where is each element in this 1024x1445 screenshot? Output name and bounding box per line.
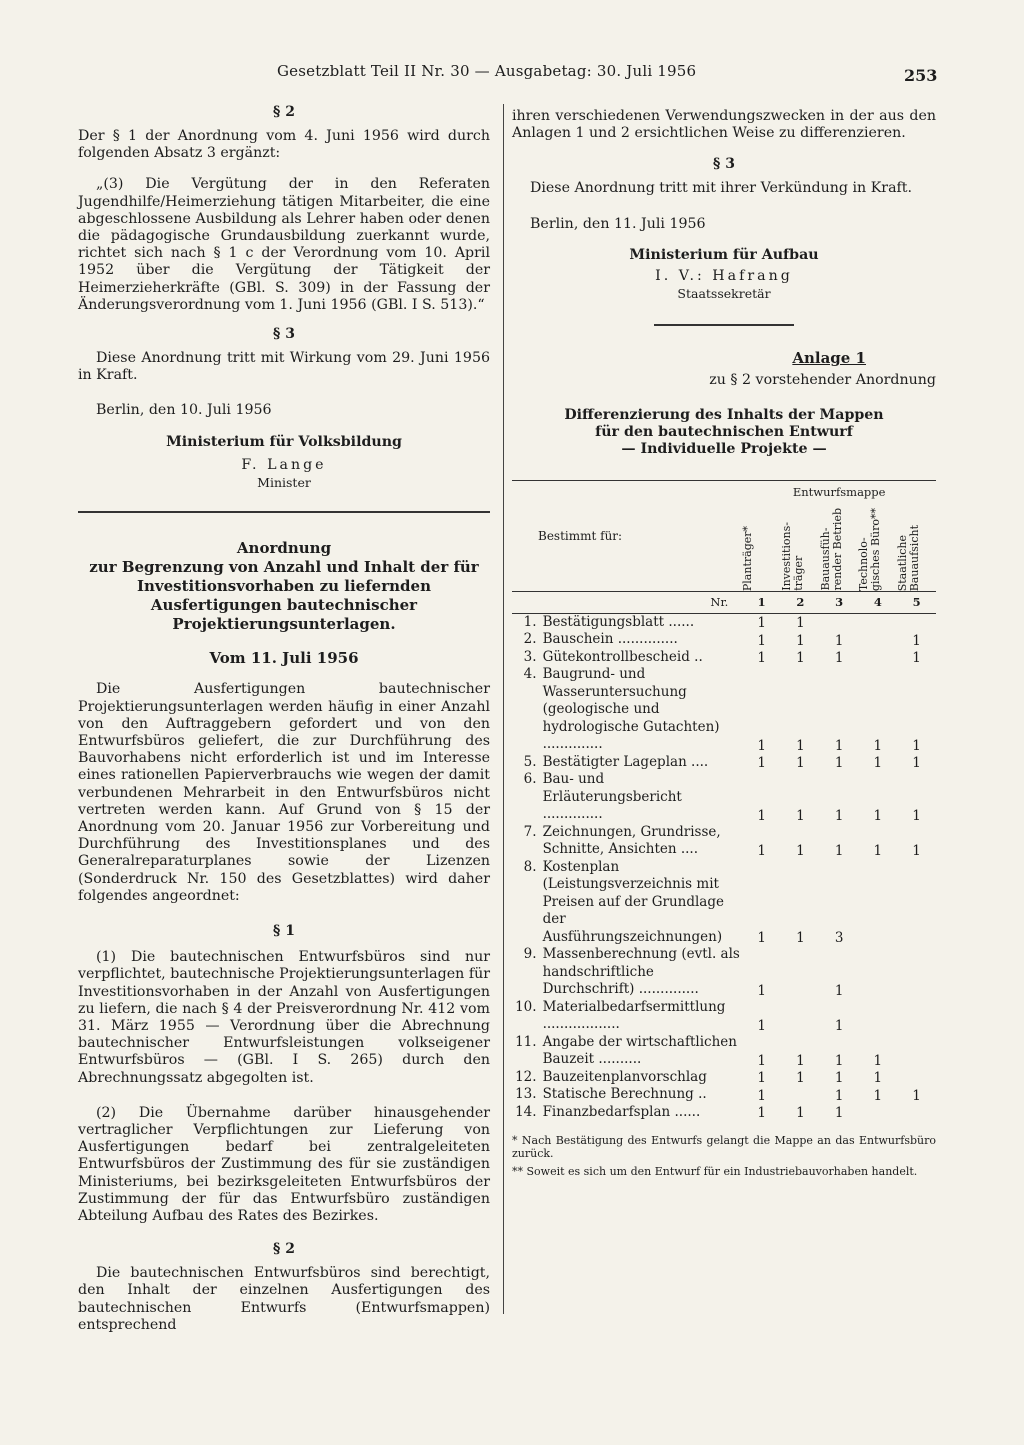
row-cell-value: 1 <box>912 807 921 824</box>
table-row <box>512 649 936 667</box>
col-header-cell <box>781 501 820 591</box>
row-number: 2. <box>523 631 537 648</box>
row-cell-value: 1 <box>912 737 921 754</box>
ordinance-date: Vom 11. Juli 1956 <box>209 649 359 668</box>
signer-title: Minister <box>257 475 311 491</box>
row-number: 10. <box>515 998 537 1015</box>
ord-section-2-heading: § 2 <box>273 1241 295 1258</box>
gazette-title: Gesetzblatt Teil II Nr. 30 — Ausgabetag: 30. Juli 1956 <box>277 62 697 80</box>
row-header: Bestimmt für: <box>512 481 742 592</box>
ministry-name: Ministerium für Volksbildung <box>166 433 402 450</box>
row-number: 8. <box>523 858 537 875</box>
row-cell-value: 1 <box>796 737 805 754</box>
annex-reference: zu § 2 vorstehender Anordnung <box>709 371 936 388</box>
right-column <box>512 108 936 1179</box>
row-number: 5. <box>523 753 537 770</box>
row-label: Bestätigungsblatt ...... <box>542 613 695 630</box>
row-cell-value <box>858 946 897 999</box>
row-cell-value: 1 <box>796 1070 805 1087</box>
row-cell-value: 1 <box>912 650 921 667</box>
right-ministry: Ministerium für Aufbau <box>629 246 819 263</box>
ordinance-title: Anordnung <box>236 539 332 558</box>
row-cell-value: 1 <box>834 1052 844 1069</box>
row-cell-value: 1 <box>873 737 883 754</box>
col-header-2: Investitions- träger <box>780 522 806 591</box>
row-label: Zeichnungen, Grundrisse, Schnitte, Ansichten .... <box>542 823 721 858</box>
row-cell-value <box>897 999 936 1034</box>
row-cell-value: 1 <box>796 632 805 649</box>
row-cell-value: 1 <box>873 1087 883 1104</box>
row-cell-value <box>897 1104 936 1122</box>
ordinance-preamble: Die Ausfertigungen bautechnischer Projektierungsunterlagen werden häufig in einer Anzahl von den Auftraggebern gefordert und von den Entwurfsbüros geliefert, die zur Durchführung des Bauvorhabens nicht erforderlich ist und im Interesse eines rationellen Papierverbrauchs wie wegen der damit verbundenen Mehrarbeit in den Entwurfsbüros nicht vertreten werden kann. Auf Grund von § 15 der Anordnung vom 20. Januar 1956 zur Vorbereitung und Durchführung des Investitionsplanes und des Generalreparaturplanes sowie der Lizenzen (Sonderdruck Nr. 150 des Gesetzblattes) wird daher folgendes angeordnet: <box>78 681 490 904</box>
section-2-heading: § 2 <box>273 104 295 120</box>
col-header-cell <box>742 501 781 591</box>
right-signer: I. V.: Hafrang <box>655 268 793 285</box>
annex-heading-3: — Individuelle Projekte — <box>621 441 827 458</box>
row-cell-value: 1 <box>834 842 844 859</box>
col-header-cell <box>858 501 897 591</box>
table-body <box>512 613 936 1121</box>
footnote-2: ** Soweit es sich um den Entwurf für ein Industriebauvorhaben handelt. <box>512 1165 918 1179</box>
row-cell-value: 1 <box>796 650 805 667</box>
table-row <box>512 824 936 859</box>
row-cell-value: 1 <box>796 1052 805 1069</box>
row-label: Statische Berechnung .. <box>542 1086 707 1103</box>
row-number: 7. <box>523 823 537 840</box>
ord-section-3-text: Diese Anordnung tritt mit ihrer Verkündung in Kraft. <box>530 180 912 197</box>
row-cell-value: 3 <box>834 930 844 947</box>
col-number-3: 3 <box>820 591 859 613</box>
annex-heading-2: für den bautechnischen Entwurf <box>595 424 853 441</box>
row-cell-value <box>897 859 936 947</box>
col-number-2: 2 <box>781 591 820 613</box>
table-row <box>512 613 936 631</box>
row-label: Massenberechnung (evtl. als handschriftliche Durchschrift) .............. <box>542 946 740 998</box>
ordinance-title-block <box>78 539 490 634</box>
continued-text: ihren verschiedenen Verwendungszwecken in der aus den Anlagen 1 und 2 ersichtlichen Weise zu differenzieren. <box>512 108 936 142</box>
row-cell-value: 1 <box>834 1105 844 1122</box>
col-number-1: 1 <box>742 591 781 613</box>
right-place-date: Berlin, den 11. Juli 1956 <box>530 215 706 232</box>
row-cell-value: 1 <box>796 842 805 859</box>
row-cell-value <box>781 946 820 999</box>
row-cell-value: 1 <box>834 632 844 649</box>
distribution-table <box>512 480 936 1121</box>
ord-section-1-para-1: (1) Die bautechnischen Entwurfsbüros sind nur verpflichtet, bautechnische Projektierungsunterlagen für Investitionsvorhaben in der Anzahl von Ausfertigungen zu liefern, die nach § 4 der Preisverordnung Nr. 412 vom 31. März 1955 — Verordnung über die Abrechnung bautechnischer Entwurfsleistungen volkseigener Entwurfsbüros — (GBl. I S. 265) durch den Abrechnungssatz abgegolten ist. <box>78 949 490 1086</box>
row-cell-value: 1 <box>757 807 766 824</box>
ord-section-1-para-2: (2) Die Übernahme darüber hinausgehender vertraglicher Verpflichtungen zur Lieferung von Ausfertigungen bedarf bei zentralgeleiteten Entwurfsbüros der Zustimmung des für sie zuständigen Ministeriums, bei bezirksgeleiteten Entwurfsbüros der Zustimmung der für das Entwurfsbüro zuständigen Abteilung Aufbau des Rates des Bezirkes. <box>78 1104 490 1224</box>
row-cell-value <box>897 1069 936 1087</box>
left-column <box>78 104 490 1334</box>
row-cell-value: 1 <box>757 632 766 649</box>
group-header: Entwurfsmappe <box>792 485 886 500</box>
row-cell-value: 1 <box>757 1070 766 1087</box>
row-label: Bauzeitenplanvorschlag <box>542 1068 707 1085</box>
col-header-cell <box>897 501 936 591</box>
table-row <box>512 859 936 947</box>
row-cell-value: 1 <box>834 1017 844 1034</box>
row-cell-value: 1 <box>873 1052 883 1069</box>
col-number-5: 5 <box>897 591 936 613</box>
row-cell-value: 1 <box>757 1105 766 1122</box>
ord-section-3-heading: § 3 <box>713 156 735 173</box>
row-cell-value <box>781 1086 820 1104</box>
section-2-intro: Der § 1 der Anordnung vom 4. Juni 1956 wird durch folgenden Absatz 3 ergänzt: <box>78 128 490 162</box>
row-cell-value: 1 <box>834 737 844 754</box>
row-cell-value <box>820 613 859 631</box>
nr-label: Nr. <box>512 591 742 613</box>
row-cell-value: 1 <box>757 1052 766 1069</box>
footnotes <box>512 1135 936 1179</box>
row-cell-value: 1 <box>834 650 844 667</box>
row-cell-value <box>858 859 897 947</box>
row-cell-value: 1 <box>873 842 883 859</box>
signer-name: F. Lange <box>241 456 327 473</box>
row-cell-value: 1 <box>834 982 844 999</box>
row-label: Gütekontrollbescheid .. <box>542 648 703 665</box>
row-cell-value <box>897 613 936 631</box>
row-cell-value: 1 <box>796 807 805 824</box>
page-number: 253 <box>904 66 938 85</box>
row-cell-value: 1 <box>757 842 766 859</box>
row-cell-value: 1 <box>757 737 766 754</box>
row-label: Kostenplan (Leistungsverzeichnis mit Preisen auf der Grundlage der Ausführungszeichnungen) <box>542 858 724 945</box>
row-cell-value: 1 <box>873 1070 883 1087</box>
ordinance-subtitle: zur Begrenzung von Anzahl und Inhalt der für Investitionsvorhaben zu liefernden Ausfertigungen bautechnischer Projektierungsunterlagen. <box>89 558 479 634</box>
row-cell-value: 1 <box>873 807 883 824</box>
row-cell-value: 1 <box>757 1087 766 1104</box>
row-cell-value <box>858 613 897 631</box>
section-2-quote: „(3) Die Vergütung der in den Referaten Jugendhilfe/Heimerziehung tätigen Mitarbeiter, die eine abgeschlossene Ausbildung als Lehrer haben oder denen die pädagogische Grundausbildung zuerkannt wurde, richtet sich nach § 1 c der Verordnung vom 10. April 1952 über die Vergütung der Tätigkeit der Heimerzieherkräfte (GBl. S. 309) in der Fassung der Änderungsverordnung vom 1. Juni 1956 (GBl. I S. 513).“ <box>78 176 490 313</box>
col-header-cell <box>820 501 859 591</box>
table-row <box>512 1034 936 1069</box>
row-label: Angabe der wirtschaftlichen Bauzeit .......... <box>542 1033 737 1068</box>
row-number: 1. <box>523 613 537 630</box>
row-number: 12. <box>515 1068 537 1085</box>
row-cell-value: 1 <box>757 755 766 772</box>
row-cell-value: 1 <box>873 755 883 772</box>
row-label: Bauschein .............. <box>542 631 678 648</box>
row-cell-value <box>858 999 897 1034</box>
table-row <box>512 1086 936 1104</box>
separator-rule <box>78 511 490 513</box>
table-row <box>512 1104 936 1122</box>
row-cell-value: 1 <box>834 1087 844 1104</box>
row-number: 6. <box>523 771 537 788</box>
row-cell-value: 1 <box>912 842 921 859</box>
row-label: Materialbedarfsermittlung .................. <box>542 998 726 1033</box>
page-header <box>0 62 1024 86</box>
row-cell-value <box>897 1034 936 1069</box>
row-cell-value: 1 <box>796 1105 805 1122</box>
row-number: 11. <box>515 1033 537 1050</box>
row-label: Baugrund- und Wasseruntersuchung (geologische und hydrologische Gutachten) .............. <box>542 666 720 753</box>
row-cell-value: 1 <box>912 755 921 772</box>
ord-section-1-heading: § 1 <box>273 923 295 940</box>
row-cell-value <box>781 999 820 1034</box>
row-cell-value: 1 <box>834 755 844 772</box>
row-cell-value: 1 <box>757 650 766 667</box>
col-number-4: 4 <box>858 591 897 613</box>
row-number: 9. <box>523 946 537 963</box>
row-cell-value: 1 <box>757 982 766 999</box>
table-row <box>512 631 936 649</box>
col-header-4: Technolo- gisches Büro** <box>857 507 883 591</box>
row-cell-value: 1 <box>834 1070 844 1087</box>
table-row <box>512 666 936 754</box>
col-header-1: Planträger* <box>741 525 755 591</box>
short-rule <box>654 324 794 326</box>
footnote-1: * Nach Bestätigung des Entwurfs gelangt die Mappe an das Entwurfsbüro zurück. <box>512 1134 936 1160</box>
row-label: Bestätigter Lageplan .... <box>542 753 709 770</box>
row-cell-value: 1 <box>912 1087 921 1104</box>
table-row <box>512 754 936 772</box>
section-3-text: Diese Anordnung tritt mit Wirkung vom 29. Juni 1956 in Kraft. <box>78 350 490 384</box>
row-cell-value <box>897 946 936 999</box>
table-row <box>512 999 936 1034</box>
table-row <box>512 1069 936 1087</box>
right-signer-title: Staatssekretär <box>677 286 771 302</box>
row-cell-value: 1 <box>757 615 766 632</box>
annex-title: Anlage 1 <box>792 349 866 368</box>
row-number: 14. <box>515 1103 537 1120</box>
row-cell-value <box>858 1104 897 1122</box>
row-cell-value <box>858 649 897 667</box>
col-header-5: Staatliche Bauaufsicht <box>896 524 922 591</box>
section-3-heading: § 3 <box>273 326 295 343</box>
place-date: Berlin, den 10. Juli 1956 <box>96 402 272 419</box>
row-cell-value: 1 <box>757 930 766 947</box>
row-cell-value: 1 <box>796 755 805 772</box>
table-row <box>512 946 936 999</box>
row-cell-value: 1 <box>834 807 844 824</box>
row-cell-value: 1 <box>796 930 805 947</box>
row-number: 13. <box>515 1086 537 1103</box>
ord-section-2-text: Die bautechnischen Entwurfsbüros sind berechtigt, den Inhalt der einzelnen Ausfertigungen des bautechnischen Entwurfs (Entwurfsmappen) entsprechend <box>78 1265 490 1333</box>
col-header-3: Bauausfüh- render Betrieb <box>818 508 844 591</box>
column-divider <box>503 104 504 1314</box>
row-label: Finanzbedarfsplan ...... <box>542 1103 701 1120</box>
row-cell-value: 1 <box>757 1017 766 1034</box>
row-cell-value: 1 <box>796 615 805 632</box>
row-cell-value: 1 <box>912 632 921 649</box>
table-row <box>512 771 936 824</box>
row-number: 3. <box>523 648 537 665</box>
row-cell-value <box>858 631 897 649</box>
row-label: Bau- und Erläuterungsbericht .............. <box>542 771 682 823</box>
annex-heading-1: Differenzierung des Inhalts der Mappen <box>564 406 884 423</box>
row-number: 4. <box>523 666 537 683</box>
